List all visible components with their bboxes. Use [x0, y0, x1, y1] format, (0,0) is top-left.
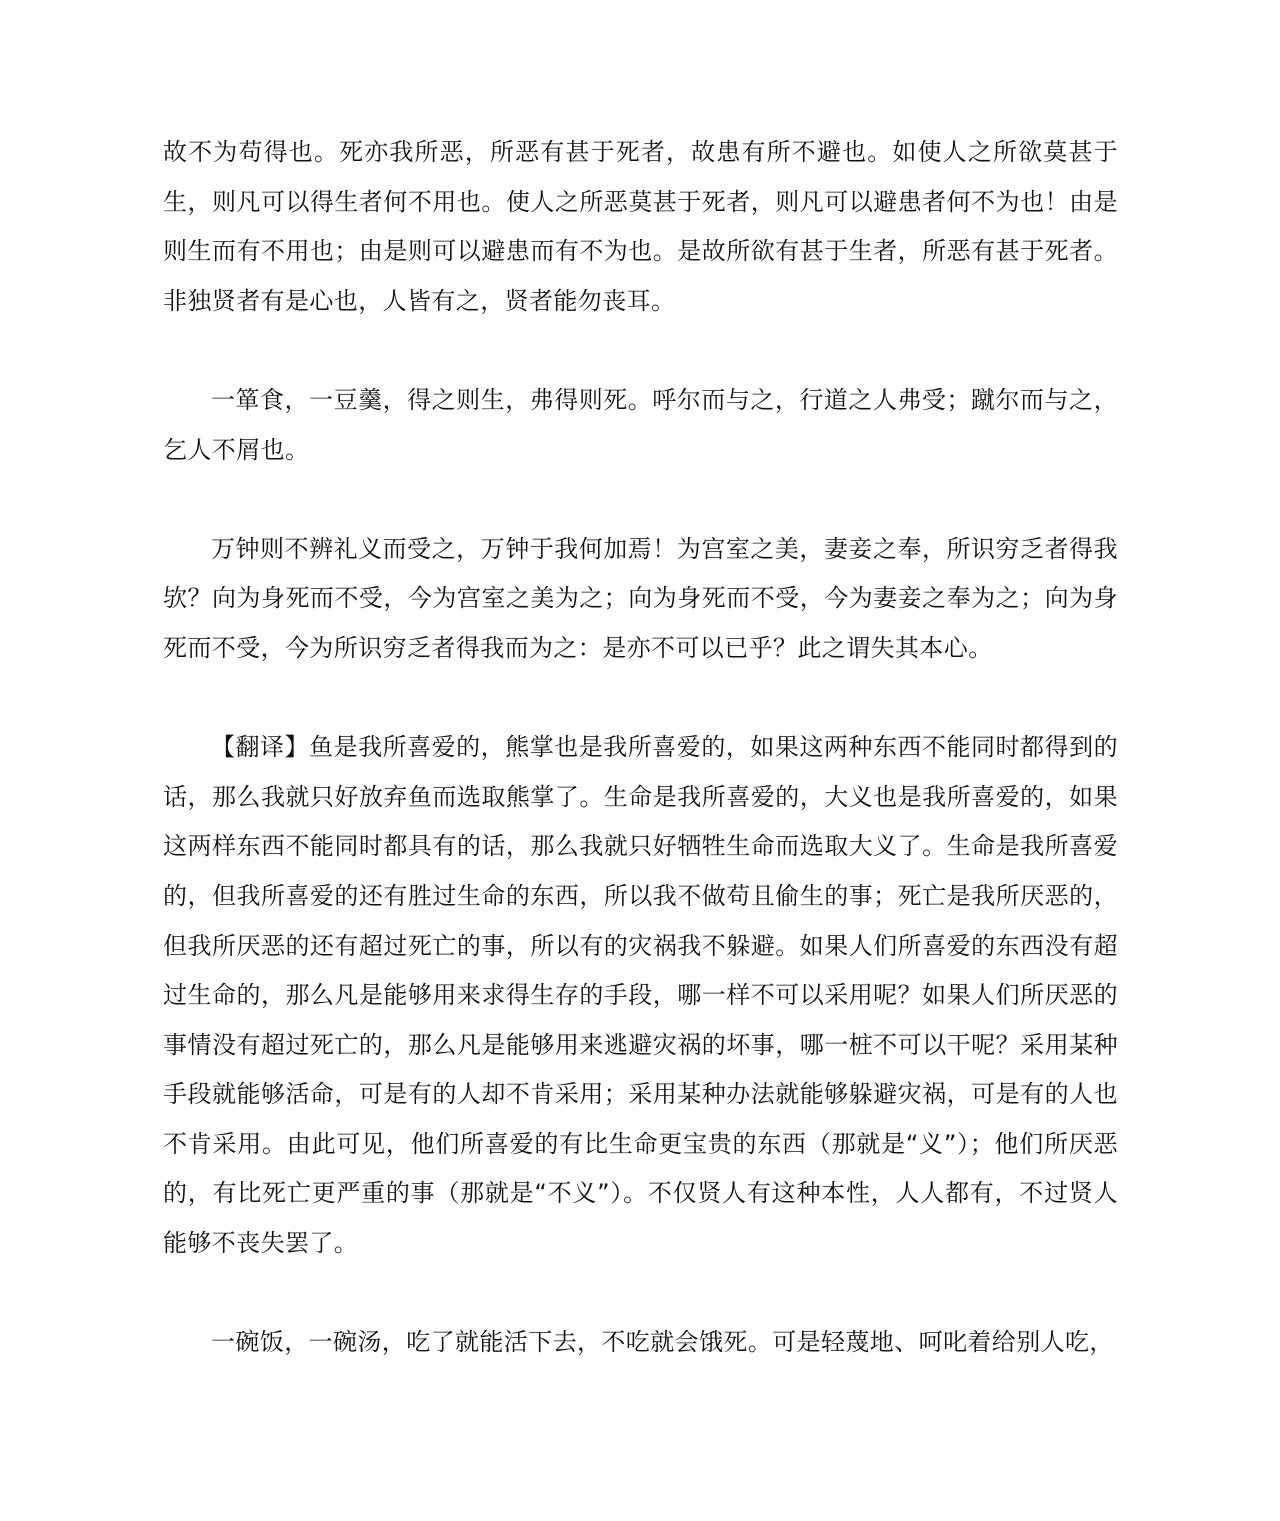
paragraph-translation: 【翻译】鱼是我所喜爱的，熊掌也是我所喜爱的，如果这两种东西不能同时都得到的话，那么我就只好放弃鱼而选取熊掌了。生命是我所喜爱的，大义也是我所喜爱的，如果这两样东西不能同时都具有的话，那么我就只好牺牲生命而选取大义了。生命是我所喜爱的，但我所喜爱的还有胜过生命的东西，所以我不做苟且偷生的事；死亡是我所厌恶的，但我所厌恶的还有超过死亡的事，所以有的灾祸我不躲避。如果人们所喜爱的东西没有超过生命的，那么凡是能够用来求得生存的手段，哪一样不可以采用呢？如果人们所厌恶的事情没有超过死亡的，那么凡是能够用来逃避灾祸的坏事，哪一桩不可以干呢？采用某种手段就能够活命，可是有的人却不肯采用；采用某种办法就能够躲避灾祸，可是有的人也不肯采用。由此可见，他们所喜爱的有比生命更宝贵的东西（那就是“义”）；他们所厌恶的，有比死亡更严重的事（那就是“不义”）。不仅贤人有这种本性，人人都有，不过贤人能够不丧失罢了。	[163, 733, 1118, 1258]
paragraph-original-text-continued: 故不为苟得也。死亦我所恶，所恶有甚于死者，故患有所不避也。如使人之所欲莫甚于生，则凡可以得生者何不用也。使人之所恶莫甚于死者，则凡可以避患者何不为也！由是则生而有不用也；由是则可以避患而有不为也。是故所欲有甚于生者，所恶有甚于死者。非独贤者有是心也，人皆有之，贤者能勿丧耳。	[163, 138, 1118, 315]
paragraph-bowl-of-rice: 一箪食，一豆羹，得之则生，弗得则死。呼尔而与之，行道之人弗受；蹴尔而与之，乞人不屑也。	[163, 385, 1118, 464]
paragraph-ten-thousand-zhong: 万钟则不辨礼义而受之，万钟于我何加焉！为宫室之美，妻妾之奉，所识穷乏者得我欤？向为身死而不受，今为宫室之美为之；向为身死而不受，今为妻妾之奉为之；向为身死而不受，今为所识穷乏者得我而为之：是亦不可以已乎？此之谓失其本心。	[163, 534, 1118, 662]
paragraph-translation-continued: 一碗饭，一碗汤，吃了就能活下去，不吃就会饿死。可是轻蔑地、呵叱着给别人吃，	[211, 1328, 1114, 1357]
document-body	[163, 128, 1118, 1417]
